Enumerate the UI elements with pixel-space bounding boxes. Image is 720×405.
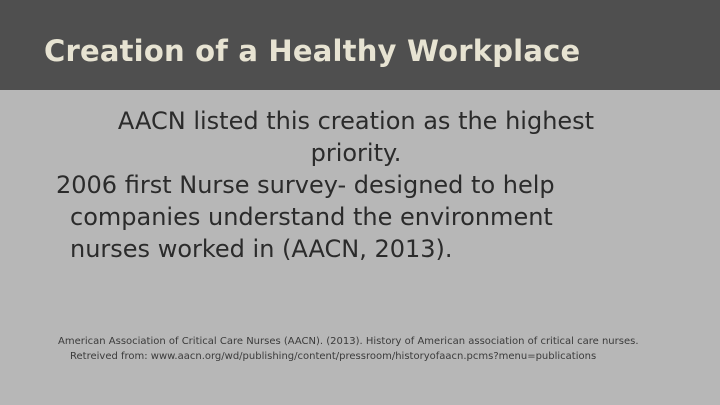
citation-line-1: American Association of Critical Care Nurses (AACN). (2013). History of American association of critical care nurses. bbox=[58, 336, 639, 347]
slide-title: Creation of a Healthy Workplace bbox=[44, 34, 581, 68]
body-line-2: priority. bbox=[310, 139, 402, 167]
body-line-5: nurses worked in (AACN, 2013). bbox=[70, 235, 453, 263]
citation bbox=[58, 334, 639, 364]
slide-body bbox=[56, 105, 656, 265]
citation-line-2: Retreived from: www.aacn.org/wd/publishing/content/pressroom/historyofaacn.pcms?menu=publications bbox=[70, 351, 597, 362]
title-bar bbox=[0, 0, 720, 90]
body-line-1: AACN listed this creation as the highest bbox=[117, 107, 595, 135]
body-line-3: 2006 first Nurse survey- designed to help bbox=[56, 171, 555, 199]
body-line-4: companies understand the environment bbox=[70, 203, 553, 231]
